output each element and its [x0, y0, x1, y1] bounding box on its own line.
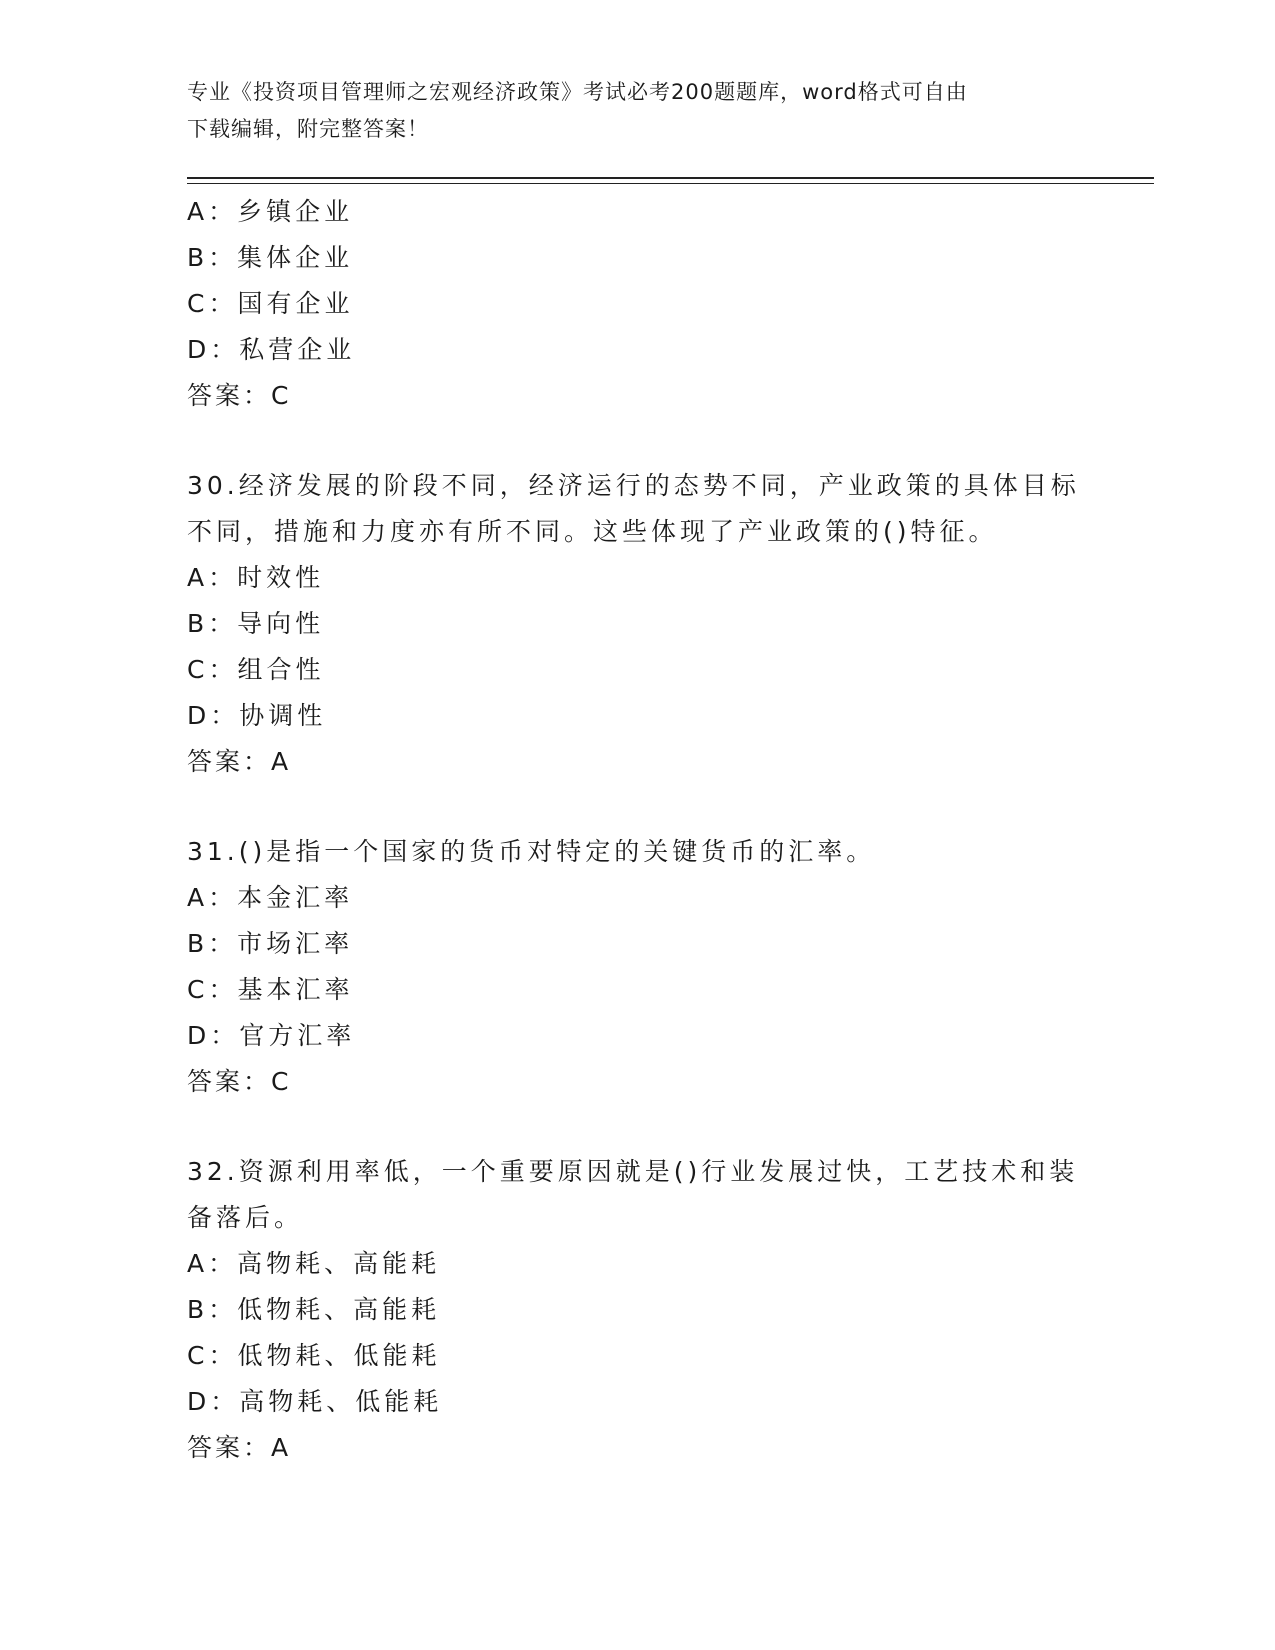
- header-rule-thin: [187, 183, 1154, 184]
- header-title-line-1: 专业《投资项目管理师之宏观经济政策》考试必考200题题库，word格式可自由: [187, 80, 968, 104]
- option-a: A：时效性: [187, 563, 325, 592]
- option-b: B：集体企业: [187, 243, 354, 272]
- answer-line: 答案：A: [187, 747, 292, 776]
- option-c: C：组合性: [187, 655, 325, 684]
- option-c: C：基本汇率: [187, 975, 354, 1004]
- option-a: A：高物耗、高能耗: [187, 1249, 441, 1278]
- option-c: C：国有企业: [187, 289, 354, 318]
- document-header: [187, 74, 1067, 148]
- block-spacer: [187, 419, 1087, 463]
- question-block: [187, 189, 1087, 419]
- answer-line: 答案：C: [187, 381, 292, 410]
- option-c: C：低物耗、低能耗: [187, 1341, 441, 1370]
- block-spacer: [187, 1105, 1087, 1149]
- answer-line: 答案：C: [187, 1067, 292, 1096]
- question-text-line-2: 不同，措施和力度亦有所不同。这些体现了产业政策的()特征。: [187, 517, 998, 546]
- header-rule-thick: [187, 177, 1154, 179]
- question-text-line-1: 31.()是指一个国家的货币对特定的关键货币的汇率。: [187, 837, 876, 866]
- question-block: [187, 1149, 1087, 1471]
- option-b: B：导向性: [187, 609, 325, 638]
- option-d: D：官方汇率: [187, 1021, 356, 1050]
- question-text-line-1: 30.经济发展的阶段不同，经济运行的态势不同，产业政策的具体目标: [187, 471, 1080, 500]
- option-d: D：私营企业: [187, 335, 356, 364]
- header-title-line-2: 下载编辑，附完整答案！: [187, 117, 429, 141]
- block-spacer: [187, 785, 1087, 829]
- option-a: A：本金汇率: [187, 883, 354, 912]
- option-b: B：市场汇率: [187, 929, 354, 958]
- answer-line: 答案：A: [187, 1433, 292, 1462]
- question-block: [187, 829, 1087, 1105]
- option-b: B：低物耗、高能耗: [187, 1295, 441, 1324]
- option-a: A：乡镇企业: [187, 197, 354, 226]
- option-d: D：协调性: [187, 701, 327, 730]
- question-text-line-1: 32.资源利用率低，一个重要原因就是()行业发展过快，工艺技术和装: [187, 1157, 1079, 1186]
- question-text-line-2: 备落后。: [187, 1203, 304, 1232]
- question-list: [187, 189, 1087, 1471]
- option-d: D：高物耗、低能耗: [187, 1387, 443, 1416]
- question-block: [187, 463, 1087, 785]
